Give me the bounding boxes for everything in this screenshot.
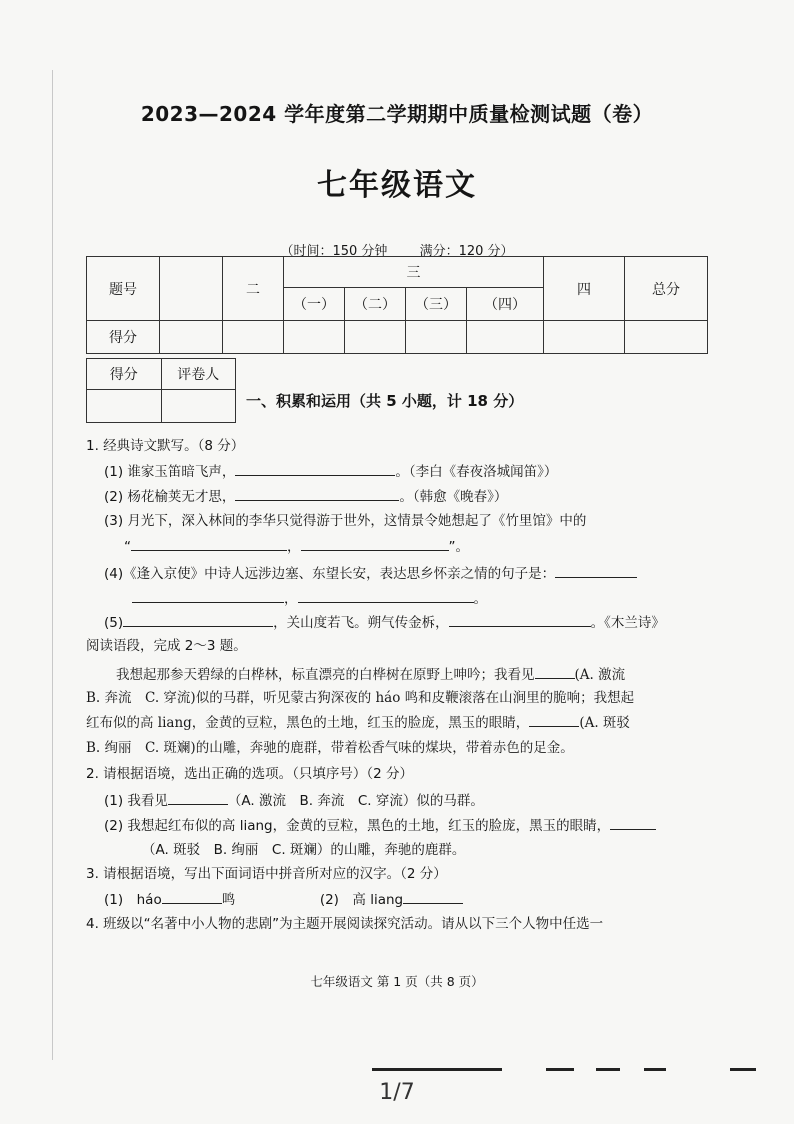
q1-part-2 [104, 486, 507, 507]
q1-p2-source: 。（韩愈《晚春》） [399, 489, 508, 505]
q1-p5-source: 。《木兰诗》 [590, 615, 665, 631]
score-table-col-2: 二 [223, 257, 284, 321]
passage-blank [529, 712, 579, 727]
fold-line [52, 70, 53, 1060]
scan-mark [644, 1068, 666, 1071]
q1-p3-comma: ， [287, 539, 301, 555]
score-table-sub-2: （二） [345, 288, 406, 321]
score-table-label-score: 得分 [87, 321, 160, 354]
score-table-sub-3: （三） [406, 288, 467, 321]
exam-time: （时间：150 分钟 [280, 244, 388, 259]
passage-blank [535, 664, 575, 679]
q1-part-5 [104, 612, 665, 633]
reading-para-line-3 [86, 712, 630, 733]
score-cell[interactable] [467, 321, 544, 354]
answer-blank[interactable] [132, 588, 284, 603]
scan-mark [596, 1068, 620, 1071]
score-cell[interactable] [223, 321, 284, 354]
grader-table [86, 358, 236, 423]
q2-stem: 2. 请根据语境，选出正确的选项。（只填序号）（2 分） [86, 766, 414, 782]
q4-stem: 4. 班级以“名著中小人物的悲剧”为主题开展阅读探究活动。请从以下三个人物中任选一 [86, 916, 604, 932]
q1-p1-source: 。（李白《春夜洛城闻笛》） [395, 464, 558, 480]
score-table-label-title: 题号 [87, 257, 160, 321]
scan-mark [730, 1068, 756, 1071]
subject-title: 七年级语文 [317, 168, 477, 203]
answer-blank[interactable] [235, 461, 395, 476]
answer-blank[interactable] [168, 790, 228, 805]
q2-p1-text: (1) 我看见 [104, 793, 168, 809]
q1-p4-end: 。 [473, 591, 487, 607]
reading-text: 红布似的高 liang，金黄的豆粒，黑色的土地，红玉的脸庞，黑玉的眼睛， [86, 715, 530, 731]
reading-intro: 阅读语段，完成 2～3 题。 [86, 638, 247, 654]
score-cell[interactable] [284, 321, 345, 354]
answer-blank[interactable] [555, 563, 637, 578]
q3-p2-pinyin: (2) 高 liang [319, 892, 404, 908]
q3-answers [104, 889, 463, 910]
q2-part-2-options: （A. 斑驳 B. 绚丽 C. 斑斓）的山雕，奔驰的鹿群。 [142, 842, 466, 858]
reading-para-line-2: B. 奔流 C. 穿流)似的马群，听见蒙古狗深夜的 háo 鸣和皮鞭滚落在山涧里的脆响；我想起 [86, 690, 635, 706]
q1-p5-text: ，关山度若飞。朔气传金柝， [273, 615, 449, 631]
q2-part-2 [104, 815, 656, 836]
q2-p2-text: (2) 我想起红布似的高 liang，金黄的豆粒，黑色的土地，红玉的脸庞，黑玉的眼睛， [104, 818, 611, 834]
exam-title: 2023—2024 学年度第二学期期中质量检测试题（卷） [140, 102, 654, 126]
q2-part-1 [104, 790, 484, 811]
score-cell[interactable] [345, 321, 406, 354]
score-table-sub-4: （四） [467, 288, 544, 321]
score-table-col-3: 三 [284, 257, 544, 288]
score-table-col-4: 四 [544, 257, 625, 321]
q1-part-3: (3) 月光下，深入林间的李华只觉得游于世外，这情景令她想起了《竹里馆》中的 [104, 513, 587, 529]
answer-blank[interactable] [610, 815, 656, 830]
answer-blank[interactable] [449, 612, 591, 627]
q1-p2-text: (2) 杨花榆荚无才思， [104, 489, 236, 505]
q1-part-4 [104, 563, 637, 584]
answer-blank[interactable] [131, 536, 287, 551]
score-cell[interactable] [544, 321, 625, 354]
scan-mark [372, 1068, 502, 1071]
q1-p3-close-quote: ”。 [448, 539, 469, 555]
reading-para-line-4: B. 绚丽 C. 斑斓)的山雕，奔驰的鹿群，带着松香气味的煤块，带着赤色的足金。 [86, 740, 574, 756]
reading-text: 我想起那参天碧绿的白桦林，标直漂亮的白桦树在原野上呻吟；我看见 [116, 667, 535, 683]
score-table-col-1 [160, 257, 223, 321]
answer-blank[interactable] [162, 889, 222, 904]
reading-options: (A. 激流 [574, 667, 626, 683]
score-table [86, 256, 708, 354]
q1-part-3-answer [124, 536, 469, 557]
answer-blank[interactable] [301, 536, 449, 551]
score-table-sub-1: （一） [284, 288, 345, 321]
score-cell[interactable] [406, 321, 467, 354]
score-table-col-total: 总分 [625, 257, 708, 321]
q1-part-1 [104, 461, 557, 482]
section-1-title: 一、积累和运用（共 5 小题，计 18 分） [246, 392, 524, 410]
q3-p1-char: 鸣 [221, 892, 236, 908]
q3-p1-pinyin: (1) háo [104, 892, 162, 908]
score-cell[interactable] [160, 321, 223, 354]
scan-mark [546, 1068, 574, 1071]
exam-full-score: 满分：120 分） [419, 244, 514, 259]
grader-score-cell[interactable] [87, 390, 162, 423]
score-cell[interactable] [625, 321, 708, 354]
grader-score-label: 得分 [87, 359, 162, 390]
page-number: 1/7 [379, 1080, 415, 1105]
q1-p3-open-quote: “ [124, 539, 131, 555]
q1-p4-comma: ， [284, 591, 298, 607]
q1-p1-text: (1) 谁家玉笛暗飞声， [104, 464, 236, 480]
q2-p1-options: （A. 激流 B. 奔流 C. 穿流）似的马群。 [227, 793, 484, 809]
page-footer: 七年级语文 第 1 页（共 8 页） [310, 974, 484, 989]
q1-p4-text: (4)《逢入京使》中诗人远涉边塞、东望长安，表达思乡怀亲之情的句子是： [104, 566, 556, 582]
answer-blank[interactable] [123, 612, 273, 627]
reading-options: (A. 斑驳 [579, 715, 630, 731]
grader-name-cell[interactable] [161, 390, 236, 423]
answer-blank[interactable] [235, 486, 399, 501]
q1-p5-number: (5) [104, 615, 124, 631]
answer-blank[interactable] [298, 588, 474, 603]
q1-part-4-answer [132, 588, 487, 609]
grader-label: 评卷人 [161, 359, 236, 390]
answer-blank[interactable] [403, 889, 463, 904]
reading-para-line-1 [116, 664, 625, 685]
q1-stem: 1. 经典诗文默写。（8 分） [86, 438, 245, 454]
q3-stem: 3. 请根据语境，写出下面词语中拼音所对应的汉字。（2 分） [86, 866, 447, 882]
